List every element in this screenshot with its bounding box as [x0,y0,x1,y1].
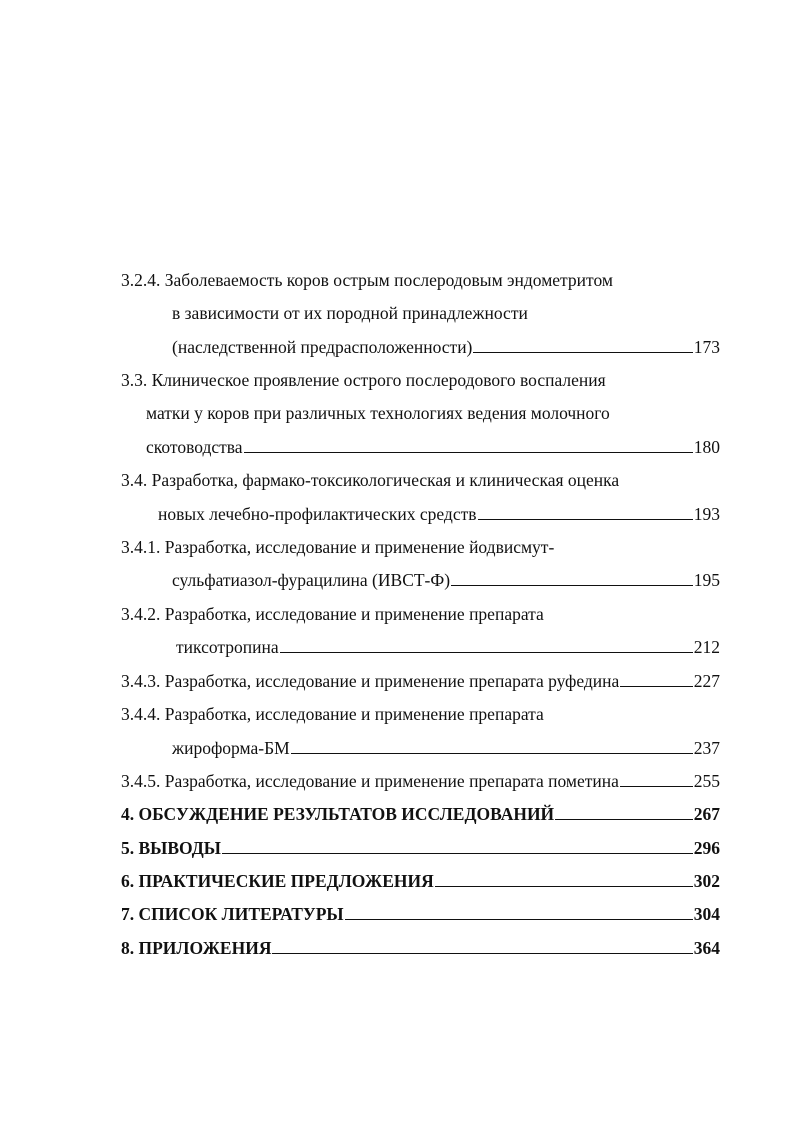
toc-line-3-4-2-a [121,602,544,626]
toc-line-3-4-2-b [176,635,720,659]
toc-line-text: 5. ВЫВОДЫ [121,838,221,858]
toc-line-3-4-4-b [172,736,720,760]
toc-line-3-4-4-a [121,702,544,726]
toc-leader-line [451,568,693,586]
toc-leader-line [555,802,693,820]
toc-page-number: 180 [693,437,720,457]
toc-page-number: 302 [693,871,720,891]
toc-line-chapter-4 [121,802,720,826]
toc-leader-line [222,836,693,854]
toc-line-chapter-7 [121,902,720,926]
toc-line-text: 3.3. Клиническое проявление острого послеродового воспаления [121,370,606,390]
toc-line-text: тиксотропина [176,637,279,657]
toc-page-number: 237 [693,738,720,758]
toc-line-3-4-3 [121,669,720,693]
toc-line-chapter-5 [121,836,720,860]
toc-line-text: сульфатиазол-фурацилина (ИВСТ-Ф) [172,570,451,590]
toc-line-text: 3.2.4. Заболеваемость коров острым послеродовым эндометритом [121,270,613,290]
toc-page-number: 267 [693,804,720,824]
toc-line-text: 7. СПИСОК ЛИТЕРАТУРЫ [121,904,344,924]
toc-line-3-4-a [121,468,619,492]
toc-line-text: 3.4.3. Разработка, исследование и применение препарата руфедина [121,671,620,691]
toc-line-3-2-4-a [121,268,613,292]
toc-leader-line [244,435,693,453]
toc-line-chapter-8 [121,936,720,960]
toc-page-number: 255 [693,771,720,791]
toc-line-text: 3.4.4. Разработка, исследование и применение препарата [121,704,544,724]
toc-leader-line [345,902,693,920]
toc-line-text: 3.4. Разработка, фармако-токсикологическая и клиническая оценка [121,470,620,490]
toc-line-3-2-4-b [172,301,528,325]
toc-line-text: новых лечебно-профилактических средств [158,504,477,524]
toc-line-text: 4. ОБСУЖДЕНИЕ РЕЗУЛЬТАТОВ ИССЛЕДОВАНИЙ [121,804,555,824]
toc-line-3-3-b [146,401,610,425]
toc-leader-line [435,869,693,887]
toc-line-3-4-5 [121,769,720,793]
toc-page-number: 212 [693,637,720,657]
toc-line-3-3-c [146,435,720,459]
toc-line-3-4-b [158,502,720,526]
toc-line-text: (наследственной предрасположенности) [172,337,473,357]
toc-leader-line [272,936,692,954]
toc-line-chapter-6 [121,869,720,893]
toc-line-text: 8. ПРИЛОЖЕНИЯ [121,938,272,958]
toc-line-3-3-a [121,368,606,392]
toc-line-text: 6. ПРАКТИЧЕСКИЕ ПРЕДЛОЖЕНИЯ [121,871,434,891]
toc-line-text: 3.4.5. Разработка, исследование и применение препарата пометина [121,771,619,791]
toc-leader-line [620,769,693,787]
toc-line-text: 3.4.2. Разработка, исследование и применение препарата [121,604,544,624]
toc-page-number: 173 [693,337,720,357]
toc-leader-line [478,502,693,520]
toc-page-number: 364 [693,938,720,958]
toc-line-3-4-1-a [121,535,554,559]
toc-line-text: жироформа-БМ [172,738,290,758]
toc-leader-line [473,335,692,353]
toc-line-3-2-4-c [172,335,720,359]
toc-page-number: 193 [693,504,720,524]
toc-leader-line [291,736,693,754]
toc-leader-line [620,669,692,687]
toc-leader-line [280,635,693,653]
toc-line-text: в зависимости от их породной принадлежности [172,303,528,323]
toc-line-text: скотоводства [146,437,243,457]
toc-line-text: 3.4.1. Разработка, исследование и применение йодвисмут- [121,537,555,557]
toc-line-text: матки у коров при различных технологиях ведения молочного [146,403,610,423]
toc-page-number: 227 [693,671,720,691]
toc-page-number: 195 [693,570,720,590]
toc-page-number: 296 [693,838,720,858]
toc-line-3-4-1-b [172,568,720,592]
toc-page-number: 304 [693,904,720,924]
